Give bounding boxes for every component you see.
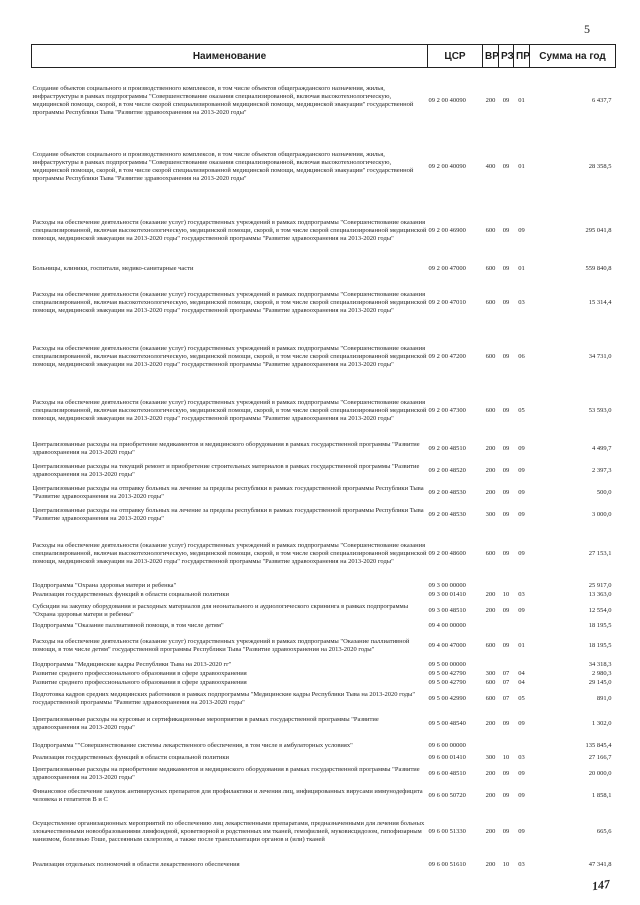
row-rz: 10 [502,754,510,761]
row-name: Подпрограмма "Охрана здоровья матери и ребенка" [32,582,177,589]
row-rz: 09 [502,352,510,360]
row-amount: 500,0 [596,488,612,496]
row-rz: 09 [502,162,510,170]
row-rz: 09 [502,827,510,835]
row-rz: 09 [502,298,510,306]
row-pr: 03 [518,754,525,761]
row-rz: 07 [502,670,510,677]
header-csr: ЦСР [428,45,483,68]
row-csr: 09 6 00 51330 [428,827,466,835]
row-vr: 200 [485,488,496,496]
row-rz [499,622,514,631]
row-csr: 09 6 00 00000 [428,741,466,749]
row-vr: 600 [485,352,496,360]
row-rz [499,661,514,670]
row-name: Расходы на обеспечение деятельности (оказание услуг) государственных учреждений в рамках подпрограммы "Оказание паллиативной помощи, в том числе детям" государственной программы Республики Тыва "Развитие здравоохранения на 2013-2020 годы" [32,637,410,653]
row-pr: 05 [518,406,525,414]
row-rz [499,582,514,591]
row-pr: 01 [518,162,525,170]
table-row [32,738,616,754]
row-pr: 09 [518,510,525,518]
table-row [32,582,616,591]
table-row [32,763,616,785]
budget-table [31,44,616,874]
row-csr: 09 6 00 01410 [428,754,466,761]
row-amount: 2 980,3 [592,670,612,677]
row-pr: 09 [518,444,525,452]
row-name: Реализация государственных функций в области социальной политики [32,754,229,761]
row-csr: 09 6 00 48510 [428,769,466,777]
row-csr: 09 2 00 48510 [428,444,466,452]
row-amount: 6 437,7 [592,96,612,104]
row-name: Субсидии на закупку оборудования и расходных материалов для неонатального и аудиологического скрининга в рамках подпрограммы "Охрана здоровья матери и ребенка" [32,602,409,618]
row-csr: 09 2 00 48520 [428,466,466,474]
table-row [32,504,616,526]
table-row [32,460,616,482]
row-csr: 09 2 00 40090 [428,96,466,104]
row-pr: 09 [518,719,525,727]
row-vr: 200 [485,719,496,727]
table-row [32,600,616,622]
page-number: 5 [584,22,590,36]
row-amount: 25 917,0 [588,582,612,589]
table-row [32,631,616,661]
row-name: Подготовка кадров средних медицинских работников в рамках подпрограммы "Медицинские кадры Республики Тыва на 2013-2020 годы" государственной программы "Развитие здравоохранения на 2013-2020 годы" [32,690,416,706]
row-rz: 09 [502,488,510,496]
row-pr: 09 [518,226,525,234]
row-amount: 3 000,0 [592,510,612,518]
row-name: Реализация государственных функций в области социальной политики [32,591,229,598]
table-row [32,661,616,670]
row-name: Создание объектов социального и производственного комплексов, в том числе объектов общегражданского назначения, жилья, инфраструктуры в рамках подпрограммы "Совершенствование оказания специализированной, включая высокотехнологическую, медицинской помощи, скорой, в том числе скорой специализированной медицинской помощи, медицинской эвакуации" государственной программы Республики Тыва "Развитие здравоохранения на 2013-2020 годы" [32,150,414,182]
row-rz: 07 [502,694,510,702]
row-name: Централизованные расходы на отправку больных на лечение за пределы республики в рамках государственной программы Республики Тыва "Развитие здравоохранения на 2013-2020 годы" [32,506,424,522]
row-pr: 09 [518,466,525,474]
row-pr [514,738,530,754]
row-amount: 295 041,8 [585,226,612,234]
row-amount: 665,6 [596,827,612,835]
row-csr: 09 2 00 40090 [428,162,466,170]
row-csr: 09 5 00 00000 [428,661,466,668]
row-rz: 09 [502,791,510,799]
row-name: Расходы на обеспечение деятельности (оказание услуг) государственных учреждений в рамках подпрограммы "Совершенствование оказания специализированной, включая высокотехнологическую, медицинской помощи, скорой, в том числе скорой специализированной медицинской помощи, медицинской эвакуации на 2013-2020 годы" государственной программы "Развитие здравоохранения на 2013-2020 годы" [32,541,427,565]
table-row [32,622,616,631]
row-vr: 200 [485,769,496,777]
row-vr: 600 [485,406,496,414]
row-amount: 2 397,3 [592,466,612,474]
row-name: Подпрограмма ""Совершенствование системы лекарственного обеспечения, в том числе в амбулаторных условиях" [32,741,353,749]
row-pr: 01 [518,264,525,272]
row-rz: 09 [502,641,510,649]
row-csr: 09 2 00 48530 [428,510,466,518]
row-pr: 01 [518,641,525,649]
row-vr: 300 [485,670,496,677]
row-csr: 09 2 00 47000 [428,264,466,272]
row-vr: 600 [485,694,496,702]
row-rz: 09 [502,549,510,557]
row-vr: 200 [485,466,496,474]
row-csr: 09 6 00 50720 [428,791,466,799]
row-amount: 1 858,1 [592,791,612,799]
table-row [32,670,616,679]
row-rz: 09 [502,264,510,272]
row-csr: 09 2 00 46900 [428,226,466,234]
row-name: Реализация отдельных полномочий в области лекарственного обеспечения [32,861,240,868]
table-row [32,68,616,134]
table-row [32,276,616,330]
row-csr: 09 2 00 48530 [428,488,466,496]
row-vr: 200 [485,827,496,835]
row-pr: 09 [518,488,525,496]
row-vr [483,582,499,591]
row-name: Централизованные расходы на курсовые и сертификационные мероприятия в рамках государственной программы "Развитие здравоохранения на 2013-2020 годы" [32,715,379,731]
row-amount: 1 302,0 [592,719,612,727]
row-name: Больницы, клиники, госпитали, медико-санитарные части [32,264,194,272]
row-name: Расходы на обеспечение деятельности (оказание услуг) государственных учреждений в рамках подпрограммы "Совершенствование оказания специализированной, включая высокотехнологическую, медицинской помощи, скорой, в том числе скорой специализированной медицинской помощи, медицинской эвакуации на 2013-2020 годы" государственной программы "Развитие здравоохранения на 2013-2020 годы" [32,290,427,314]
row-pr: 09 [518,791,525,799]
header-rz: РЗ [499,45,514,68]
row-pr: 09 [518,606,525,614]
row-csr: 09 5 00 42790 [428,679,466,686]
row-amount: 34 731,0 [588,352,612,360]
row-rz: 09 [502,466,510,474]
row-rz: 09 [502,606,510,614]
header-name: Наименование [32,45,428,68]
row-csr: 09 5 00 42990 [428,694,466,702]
row-name: Централизованные расходы на отправку больных на лечение за пределы республики в рамках государственной программы Республики Тыва "Развитие здравоохранения на 2013-2020 годы" [32,484,424,500]
row-pr [514,582,530,591]
row-pr: 01 [518,96,525,104]
row-pr: 04 [518,679,525,686]
table-row [32,754,616,763]
table-row [32,134,616,200]
table-row [32,482,616,504]
row-name: Подпрограмма "Медицинские кадры Республики Тыва на 2013-2020 гг" [32,661,232,668]
row-vr: 600 [485,264,496,272]
row-vr: 200 [485,861,496,868]
row-csr: 09 3 00 00000 [428,582,466,589]
row-pr: 04 [518,670,525,677]
row-csr: 09 2 00 47010 [428,298,466,306]
row-csr: 09 2 00 47300 [428,406,466,414]
row-rz [499,738,514,754]
row-vr [483,738,499,754]
row-rz: 09 [502,719,510,727]
row-rz: 09 [502,96,510,104]
row-amount: 13 363,0 [588,591,612,598]
row-vr: 400 [485,162,496,170]
row-pr: 03 [518,298,525,306]
row-csr: 09 5 00 48540 [428,719,466,727]
row-rz: 10 [502,591,510,598]
row-amount: 27 166,7 [588,754,612,761]
header-vr: ВР [483,45,499,68]
row-name: Финансовое обеспечение закупок антивирусных препаратов для профилактики и лечения лиц, инфицированных вирусами иммунодефицита человека и гепатитов В и С [32,787,423,803]
table-row [32,688,616,710]
row-pr: 09 [518,769,525,777]
table-row [32,807,616,857]
table-row [32,384,616,438]
row-pr [514,622,530,631]
row-amount: 53 593,0 [588,406,612,414]
row-vr: 200 [485,606,496,614]
table-row [32,857,616,874]
row-csr: 09 5 00 42790 [428,670,466,677]
row-csr: 09 4 00 00000 [428,622,466,629]
row-vr: 200 [485,591,496,598]
row-name: Создание объектов социального и производственного комплексов, в том числе объектов общегражданского назначения, жилья, инфраструктуры в рамках подпрограммы "Совершенствование оказания специализированной, включая высокотехнологическую, медицинской помощи, скорой, в том числе скорой специализированной медицинской помощи, медицинской эвакуации" государственной программы Республики Тыва "Развитие здравоохранения на 2013-2020 годы" [32,84,414,116]
row-name: Расходы на обеспечение деятельности (оказание услуг) государственных учреждений в рамках подпрограммы "Совершенствование оказания специализированной, включая высокотехнологическую, медицинской помощи, скорой, в том числе скорой специализированной медицинской помощи, медицинской эвакуации на 2013-2020 годы" государственной программы "Развитие здравоохранения на 2013-2020 годы" [32,218,427,242]
row-rz: 09 [502,226,510,234]
row-name: Централизованные расходы на приобретение медикаментов и медицинского оборудования в рамках государственной программы "Развитие здравоохранения на 2013-2020 годы" [32,765,420,781]
table-row [32,330,616,384]
row-name: Расходы на обеспечение деятельности (оказание услуг) государственных учреждений в рамках подпрограммы "Совершенствование оказания специализированной, включая высокотехнологическую, медицинской помощи, скорой, в том числе скорой специализированной медицинской помощи, медицинской эвакуации на 2013-2020 годы" государственной программы "Развитие здравоохранения на 2013-2020 годы" [32,344,427,368]
row-name: Расходы на обеспечение деятельности (оказание услуг) государственных учреждений в рамках подпрограммы "Совершенствование оказания специализированной, включая высокотехнологическую, медицинской помощи, скорой, в том числе скорой специализированной медицинской помощи, медицинской эвакуации на 2013-2020 годы" государственной программы "Развитие здравоохранения на 2013-2020 годы" [32,398,427,422]
row-csr: 09 2 00 48600 [428,549,466,557]
table-row [32,785,616,807]
row-pr: 03 [518,861,525,868]
row-amount: 20 000,0 [588,769,612,777]
row-vr: 300 [485,510,496,518]
row-vr [483,622,499,631]
row-rz: 10 [502,861,510,868]
row-amount: 559 840,8 [585,264,612,272]
table-row [32,591,616,600]
row-pr: 09 [518,827,525,835]
row-name: Развитие среднего профессионального образования в сфере здравоохранения [32,670,247,677]
row-name: Централизованные расходы на приобретение медикаментов и медицинского оборудования в рамках государственной программы "Развитие здравоохранения на 2013-2020 годы" [32,440,420,456]
table-row [32,526,616,582]
table-row [32,262,616,276]
row-rz: 09 [502,769,510,777]
row-rz: 09 [502,406,510,414]
row-vr: 200 [485,444,496,452]
row-name: Осуществление организационных мероприятий по обеспечению лиц лекарственными препаратами, предназначенными для лечения больных злокачественными новообразованиями лимфоидной, кроветворной и родственных им тканей, гемофилией, муковисцидозом, гипофизарным нанизмом, болезнью Гоше, рассеянным склерозом, а также после трансплантации органов и (или) тканей [32,819,425,843]
row-amount: 135 845,4 [585,741,612,749]
row-csr: 09 2 00 47200 [428,352,466,360]
table-row [32,679,616,688]
row-rz: 09 [502,510,510,518]
row-csr: 09 6 00 51610 [428,861,466,868]
row-name: Развитие среднего профессионального образования в сфере здравоохранения [32,679,247,686]
row-pr: 05 [518,694,525,702]
row-vr [483,661,499,670]
table-header-row [32,45,616,68]
table-row [32,710,616,738]
row-pr: 09 [518,549,525,557]
row-rz: 09 [502,444,510,452]
row-csr: 09 4 00 47000 [428,641,466,649]
row-rz: 07 [502,679,510,686]
row-pr [514,661,530,670]
header-amount: Сумма на год [530,45,616,68]
table-body [32,68,616,874]
row-vr: 600 [485,226,496,234]
row-amount: 891,0 [596,694,612,702]
row-csr: 09 3 00 48510 [428,606,466,614]
row-vr: 600 [485,549,496,557]
row-amount: 4 499,7 [592,444,612,452]
handwritten-page-mark: 147 [591,876,611,894]
row-amount: 12 554,0 [588,606,612,614]
row-amount: 18 195,5 [588,622,612,629]
row-pr: 03 [518,591,525,598]
row-csr: 09 3 00 01410 [428,591,466,598]
row-amount: 27 153,1 [588,549,612,557]
row-amount: 18 195,5 [588,641,612,649]
row-amount: 29 145,0 [588,679,612,686]
row-vr: 600 [485,298,496,306]
row-amount: 15 314,4 [588,298,612,306]
header-pr: ПР [514,45,530,68]
row-vr: 600 [485,641,496,649]
table-row [32,200,616,262]
row-vr: 200 [485,791,496,799]
row-amount: 47 341,8 [588,861,612,868]
table-row [32,438,616,460]
row-amount: 28 358,5 [588,162,612,170]
row-vr: 600 [485,679,496,686]
row-vr: 200 [485,96,496,104]
row-name: Централизованные расходы на текущий ремонт и приобретение строительных материалов в рамках государственной программы "Развитие здравоохранения на 2013-2020 годы" [32,462,420,478]
row-amount: 34 318,3 [588,661,612,668]
row-name: Подпрограмма "Оказание паллиативной помощи, в том числе детям" [32,622,224,629]
row-pr: 06 [518,352,525,360]
row-vr: 300 [485,754,496,761]
